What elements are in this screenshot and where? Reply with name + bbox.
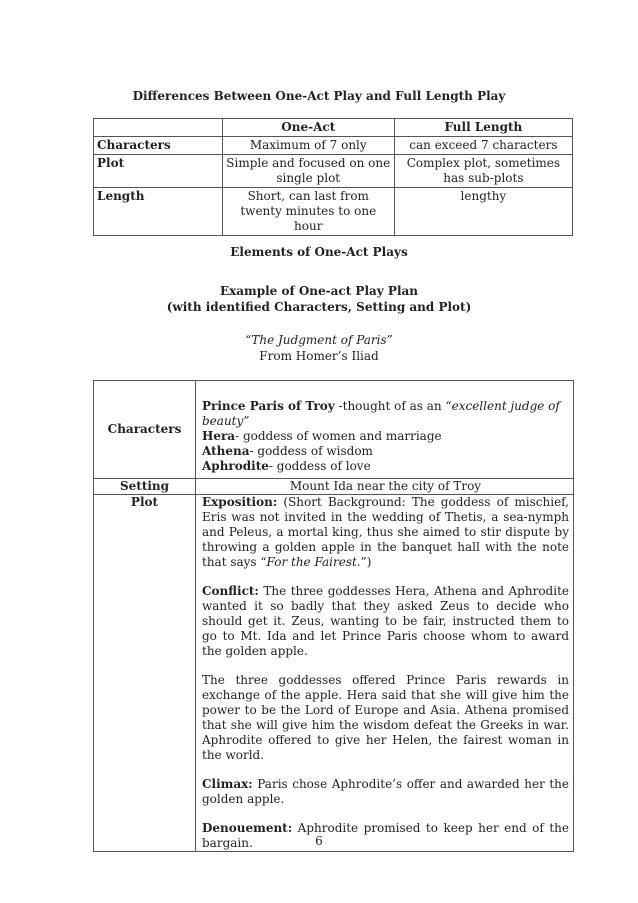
full-length-cell: Complex plot, sometimes has sub-plots bbox=[394, 155, 572, 188]
row-label: Characters bbox=[94, 137, 223, 155]
full-length-cell: can exceed 7 characters bbox=[394, 137, 572, 155]
page-number: 6 bbox=[315, 834, 323, 848]
one-act-cell: Short, can last from twenty minutes to one hour bbox=[222, 188, 394, 236]
play-source: From Homer’s Iliad bbox=[259, 349, 379, 363]
elements-heading: Elements of One-Act Plays bbox=[230, 245, 408, 259]
header-full-length: Full Length bbox=[394, 119, 572, 137]
characters-list bbox=[196, 381, 574, 479]
header-cell-empty bbox=[94, 119, 223, 137]
header-one-act: One-Act bbox=[222, 119, 394, 137]
table-row bbox=[94, 188, 573, 236]
plot-content bbox=[196, 495, 574, 852]
climax-paragraph: Climax: Paris chose Aphrodite’s offer and awarded her the golden apple. bbox=[202, 777, 569, 806]
example-subheading: (with identified Characters, Setting and Plot) bbox=[166, 300, 472, 314]
play-title: “The Judgment of Paris” bbox=[245, 333, 393, 347]
setting-label: Setting bbox=[94, 479, 196, 495]
conflict-paragraph: Conflict: The three goddesses Hera, Athena and Aphrodite wanted it so badly that they asked Zeus to decide who should get it. Zeus, wanting to be fair, instructed them to go to Mt. Ida and let Prince Paris choose whom to award the golden apple. bbox=[202, 584, 569, 658]
plot-row bbox=[94, 495, 574, 852]
characters-row bbox=[94, 381, 574, 479]
character-entry: Hera- goddess of women and marriage bbox=[202, 429, 442, 443]
table-row bbox=[94, 155, 573, 188]
denouement-paragraph: Denouement: Aphrodite promised to keep her end of the bargain. bbox=[202, 821, 569, 850]
exposition-paragraph: Exposition: (Short Background: The goddess of mischief, Eris was not invited in the wedding of Thetis, a sea-nymph and Peleus, a mortal king, thus she aimed to stir dispute by throwing a golden apple in the banquet hall with the note that says “For the Fairest.”) bbox=[202, 495, 569, 569]
character-entry: Athena- goddess of wisdom bbox=[202, 444, 373, 458]
row-label: Length bbox=[94, 188, 223, 236]
one-act-cell: Simple and focused on one single plot bbox=[222, 155, 394, 188]
table-row bbox=[94, 137, 573, 155]
table-header-row bbox=[94, 119, 573, 137]
setting-row bbox=[94, 479, 574, 495]
one-act-cell: Maximum of 7 only bbox=[222, 137, 394, 155]
character-entry: Aphrodite- goddess of love bbox=[202, 459, 371, 473]
plot-label: Plot bbox=[94, 495, 196, 852]
row-label: Plot bbox=[94, 155, 223, 188]
setting-value: Mount Ida near the city of Troy bbox=[196, 479, 574, 495]
play-plan-table bbox=[93, 380, 574, 852]
full-length-cell: lengthy bbox=[394, 188, 572, 236]
characters-label: Characters bbox=[94, 381, 196, 479]
example-heading: Example of One-act Play Plan bbox=[219, 284, 419, 298]
character-entry: Prince Paris of Troy -thought of as an “excellent judge of beauty” bbox=[202, 399, 560, 428]
comparison-table bbox=[93, 118, 573, 236]
rising-action-paragraph: The three goddesses offered Prince Paris rewards in exchange of the apple. Hera said that she will give him the power to be the Lord of Europe and Asia. Athena promised that she will give him the wisdom defeat the Greeks in war. Aphrodite offered to give her Helen, the fairest woman in the world. bbox=[202, 673, 569, 762]
page-title: Differences Between One-Act Play and Full Length Play bbox=[132, 89, 506, 103]
